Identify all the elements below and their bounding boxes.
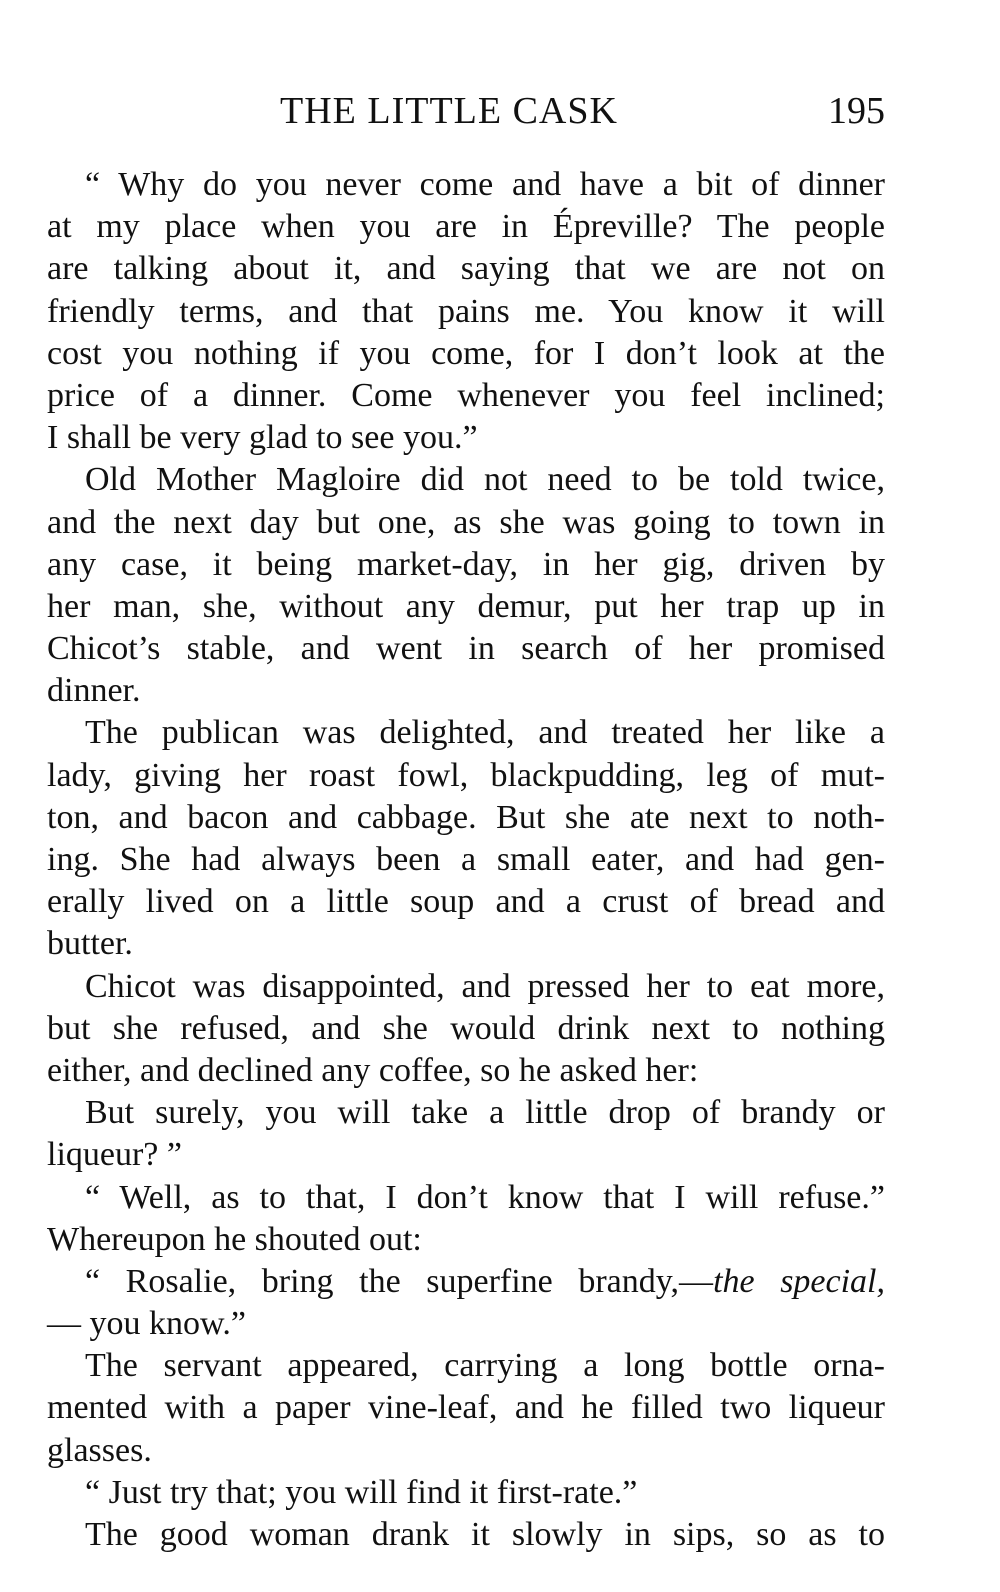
text-line: Chicot was disappointed, and pressed her to eat more, — [85, 967, 885, 1005]
text-line: any case, it being market-day, in her gig, driven by — [47, 545, 885, 583]
text-line: The publican was delighted, and treated her like a — [85, 714, 885, 752]
text-line: are talking about it, and saying that we are not on — [47, 250, 885, 288]
page-number: 195 — [828, 90, 885, 132]
text-line: The servant appeared, carrying a long bottle orna- — [85, 1347, 885, 1385]
text-line: but she refused, and she would drink next to nothing — [47, 1009, 885, 1047]
text-line: erally lived on a little soup and a crust of bread and — [47, 883, 885, 921]
text-line: her man, she, without any demur, put her trap up in — [47, 587, 885, 625]
text-segment: “ Rosalie, bring the superfine brandy,— — [85, 1262, 714, 1300]
paragraph — [47, 1261, 885, 1345]
text-line: mented with a paper vine-leaf, and he filled two liqueur — [47, 1389, 885, 1427]
text-line: lady, giving her roast fowl, blackpudding, leg of mut- — [47, 756, 885, 794]
text-line: “ Just try that; you will find it first-rate.” — [85, 1473, 638, 1511]
text-line: Whereupon he shouted out: — [47, 1220, 422, 1258]
text-line: cost you nothing if you come, for I don’t look at the — [47, 334, 885, 372]
page-header — [0, 86, 1000, 136]
text-line: I shall be very glad to see you.” — [47, 419, 478, 457]
running-head: THE LITTLE CASK — [280, 90, 618, 132]
paragraph — [47, 1472, 885, 1514]
text-line: “ Well, as to that, I don’t know that I will refuse.” — [85, 1178, 885, 1216]
text-line: But surely, you will take a little drop of brandy or — [85, 1094, 885, 1132]
text-line: dinner. — [47, 672, 141, 710]
text-line: ing. She had always been a small eater, and had gen- — [47, 841, 885, 878]
text-line: friendly terms, and that pains me. You know it will — [47, 292, 885, 330]
text-line: The good woman drank it slowly in sips, so as to — [85, 1516, 885, 1553]
text-line: liqueur? ” — [47, 1136, 182, 1174]
text-line: Chicot’s stable, and went in search of her promised — [47, 630, 885, 668]
paragraph — [47, 1219, 885, 1261]
text-line: and the next day but one, as she was going to town in — [47, 503, 885, 541]
text-line: Old Mother Magloire did not need to be told twice, — [85, 461, 885, 499]
text-line: price of a dinner. Come whenever you feel inclined; — [47, 376, 885, 414]
body-text — [47, 164, 885, 1556]
text-line: at my place when you are in Épreville? The people — [47, 208, 885, 246]
paragraph — [47, 459, 885, 712]
text-line: — you know.” — [47, 1305, 246, 1343]
paragraph — [47, 1345, 885, 1472]
text-line: ton, and bacon and cabbage. But she ate next to noth- — [47, 798, 885, 836]
paragraph — [47, 712, 885, 965]
italic-text: the special, — [713, 1262, 885, 1300]
paragraph — [47, 1092, 885, 1176]
text-line: “ Why do you never come and have a bit of dinner — [85, 166, 885, 203]
text-line: butter. — [47, 925, 133, 963]
paragraph — [47, 966, 885, 1093]
text-line — [47, 1261, 885, 1303]
text-line: either, and declined any coffee, so he asked her: — [47, 1051, 699, 1089]
paragraph — [47, 1177, 885, 1219]
paragraph — [47, 1514, 885, 1556]
paragraph — [47, 164, 885, 459]
text-line: glasses. — [47, 1431, 152, 1469]
